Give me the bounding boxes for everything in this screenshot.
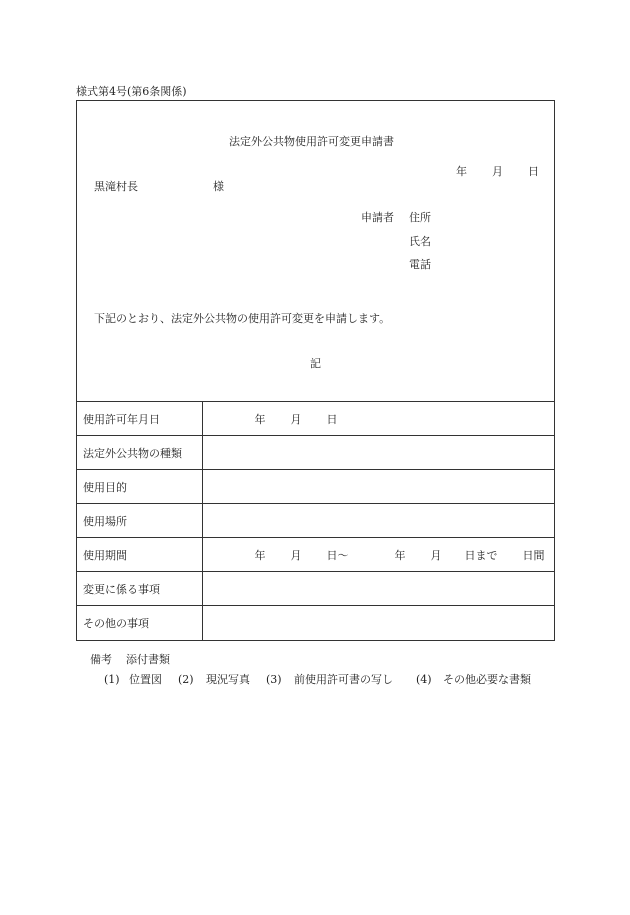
permit-date-value [202,402,554,436]
permit-day: 日 [326,412,338,426]
type-value [202,436,554,470]
period-value [202,538,554,572]
other-value [202,606,554,640]
note-item-3-text: 前使用許可書の写し [294,673,393,686]
date-month: 月 [492,165,503,178]
table-row [77,538,554,572]
table-row [77,606,554,640]
applicant-label: 申請者 [361,211,394,224]
table-row [77,470,554,504]
table-row [77,402,554,436]
statement: 下記のとおり、法定外公共物の使用許可変更を申請します。 [94,312,391,325]
permit-month: 月 [290,412,302,426]
location-value [202,504,554,538]
note-item-2-text: 現況写真 [206,673,250,686]
other-label: その他の事項 [77,606,202,640]
type-label: 法定外公共物の種類 [77,436,202,470]
purpose-label: 使用目的 [77,470,202,504]
table-row [77,436,554,470]
note-item-4-num: (4) [416,673,432,686]
applicant-address-label: 住所 [409,211,431,224]
note-item-1-text: 位置図 [129,673,162,686]
date-year: 年 [456,165,467,178]
change-value [202,572,554,606]
note-item-2-num: (2) [178,673,194,686]
note-item-3-num: (3) [266,673,282,686]
notes-heading: 備考 [90,653,112,666]
period-day-start: 日〜 [326,548,349,562]
date-day: 日 [528,165,539,178]
notes-attached: 添付書類 [126,653,170,666]
period-label: 使用期間 [77,538,202,572]
form-number: 様式第4号(第6条関係) [76,85,187,98]
period-year-end: 年 [394,548,406,562]
detail-table [77,401,554,640]
period-month-start: 月 [290,548,302,562]
addressee-name: 黒滝村長 [94,180,138,193]
applicant-name-label: 氏名 [409,235,431,248]
application-form [76,100,555,641]
note-item-4-text: その他必要な書類 [443,673,531,686]
location-label: 使用場所 [77,504,202,538]
permit-year: 年 [254,412,266,426]
note-item-1-num: (1) [104,673,120,686]
period-month-end: 月 [430,548,442,562]
table-row [77,504,554,538]
permit-date-label: 使用許可年月日 [77,402,202,436]
table-row [77,572,554,606]
addressee-honorific: 様 [213,180,224,193]
form-title: 法定外公共物使用許可変更申請書 [229,135,394,148]
ki-heading: 記 [310,357,321,370]
period-year-start: 年 [254,548,266,562]
applicant-phone-label: 電話 [409,258,431,271]
change-label: 変更に係る事項 [77,572,202,606]
purpose-value [202,470,554,504]
period-day-end: 日まで [464,548,498,562]
period-days: 日間 [522,548,545,562]
